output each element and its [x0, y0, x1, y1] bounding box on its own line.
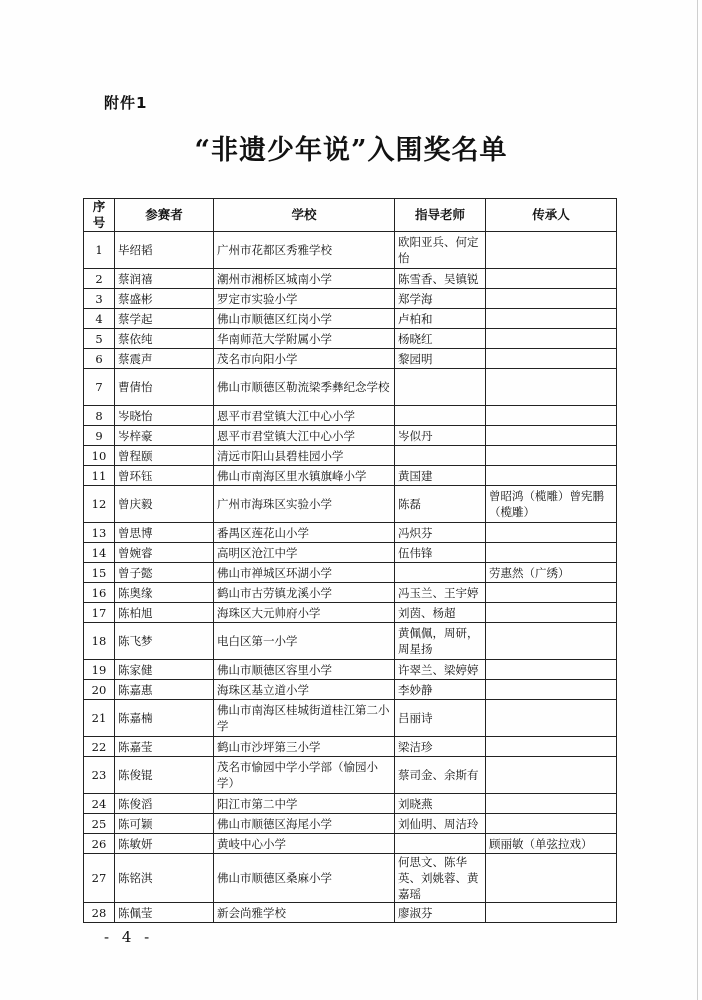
- table-row: [84, 446, 617, 466]
- table-body: [84, 232, 617, 923]
- cell-inheritor: [486, 543, 617, 563]
- cell-school: 佛山市顺德区勒流梁季彝纪念学校: [214, 369, 395, 406]
- cell-inheritor: [486, 814, 617, 834]
- cell-school: 佛山市顺德区桑麻小学: [214, 854, 395, 903]
- header-school: 学校: [214, 199, 395, 232]
- cell-participant: 蔡润禧: [115, 269, 214, 289]
- cell-participant: 陈奥缘: [115, 583, 214, 603]
- cell-participant: 曾子懿: [115, 563, 214, 583]
- cell-school: 恩平市君堂镇大江中心小学: [214, 406, 395, 426]
- cell-teacher: [395, 446, 486, 466]
- cell-teacher: 陈磊: [395, 486, 486, 523]
- table-row: [84, 583, 617, 603]
- cell-inheritor: [486, 269, 617, 289]
- table-row: [84, 309, 617, 329]
- cell-teacher: 何思文、陈华英、刘姚蓉、黄嘉瑶: [395, 854, 486, 903]
- attachment-label: 附件1: [104, 94, 148, 112]
- cell-teacher: 刘茵、杨超: [395, 603, 486, 623]
- cell-no: 13: [84, 523, 115, 543]
- cell-participant: 陈嘉莹: [115, 737, 214, 757]
- cell-teacher: 黄国建: [395, 466, 486, 486]
- cell-inheritor: 曾昭鸿（榄雕）曾宪鹏（榄雕）: [486, 486, 617, 523]
- cell-teacher: 黎园明: [395, 349, 486, 369]
- cell-no: 6: [84, 349, 115, 369]
- table-row: [84, 814, 617, 834]
- cell-teacher: 杨晓红: [395, 329, 486, 349]
- table-row: [84, 406, 617, 426]
- table-row: [84, 680, 617, 700]
- cell-no: 12: [84, 486, 115, 523]
- table-row: [84, 523, 617, 543]
- table-row: [84, 623, 617, 660]
- cell-participant: 陈柏旭: [115, 603, 214, 623]
- cell-teacher: 刘仙明、周洁玲: [395, 814, 486, 834]
- table-row: [84, 794, 617, 814]
- cell-inheritor: [486, 289, 617, 309]
- cell-teacher: 卢柏和: [395, 309, 486, 329]
- table-row: [84, 466, 617, 486]
- cell-participant: 陈佩莹: [115, 903, 214, 923]
- cell-participant: 陈飞梦: [115, 623, 214, 660]
- cell-school: 黄岐中心小学: [214, 834, 395, 854]
- cell-participant: 蔡盛彬: [115, 289, 214, 309]
- cell-teacher: 蔡司金、余斯有: [395, 757, 486, 794]
- cell-no: 28: [84, 903, 115, 923]
- cell-school: 广州市海珠区实验小学: [214, 486, 395, 523]
- cell-no: 15: [84, 563, 115, 583]
- cell-teacher: 刘晓燕: [395, 794, 486, 814]
- cell-no: 9: [84, 426, 115, 446]
- cell-school: 罗定市实验小学: [214, 289, 395, 309]
- cell-teacher: 郑学海: [395, 289, 486, 309]
- cell-participant: 岑梓豪: [115, 426, 214, 446]
- cell-teacher: 梁洁珍: [395, 737, 486, 757]
- cell-no: 10: [84, 446, 115, 466]
- cell-school: 广州市花都区秀雅学校: [214, 232, 395, 269]
- cell-inheritor: [486, 660, 617, 680]
- cell-school: 潮州市湘桥区城南小学: [214, 269, 395, 289]
- cell-no: 17: [84, 603, 115, 623]
- table-row: [84, 349, 617, 369]
- cell-no: 14: [84, 543, 115, 563]
- cell-no: 11: [84, 466, 115, 486]
- table-header-row: [84, 199, 617, 232]
- cell-teacher: 黄佩佩，周研，周星扬: [395, 623, 486, 660]
- cell-participant: 陈俊锟: [115, 757, 214, 794]
- table-row: [84, 834, 617, 854]
- cell-participant: 岑晓怡: [115, 406, 214, 426]
- table-row: [84, 603, 617, 623]
- table-row: [84, 700, 617, 737]
- cell-no: 8: [84, 406, 115, 426]
- cell-inheritor: [486, 854, 617, 903]
- cell-no: 19: [84, 660, 115, 680]
- cell-school: 清远市阳山县碧桂园小学: [214, 446, 395, 466]
- cell-inheritor: [486, 369, 617, 406]
- cell-teacher: 吕丽诗: [395, 700, 486, 737]
- table-row: [84, 543, 617, 563]
- cell-no: 24: [84, 794, 115, 814]
- document-title: “非遗少年说”入围奖名单: [194, 135, 508, 166]
- cell-participant: 陈俊滔: [115, 794, 214, 814]
- cell-school: 高明区沧江中学: [214, 543, 395, 563]
- cell-teacher: 陈雪香、吴镇锐: [395, 269, 486, 289]
- table-row: [84, 737, 617, 757]
- table-row: [84, 563, 617, 583]
- cell-teacher: 冯炽芬: [395, 523, 486, 543]
- cell-teacher: 岑似丹: [395, 426, 486, 446]
- cell-no: 16: [84, 583, 115, 603]
- cell-school: 佛山市顺德区容里小学: [214, 660, 395, 680]
- cell-school: 阳江市第二中学: [214, 794, 395, 814]
- cell-inheritor: [486, 349, 617, 369]
- cell-school: 海珠区基立道小学: [214, 680, 395, 700]
- cell-participant: 陈家健: [115, 660, 214, 680]
- cell-participant: 陈嘉楠: [115, 700, 214, 737]
- cell-school: 佛山市南海区桂城街道桂江第二小学: [214, 700, 395, 737]
- cell-school: 华南师范大学附属小学: [214, 329, 395, 349]
- header-no: 序号: [84, 199, 115, 232]
- cell-inheritor: [486, 426, 617, 446]
- cell-teacher: 廖淑芬: [395, 903, 486, 923]
- cell-no: 26: [84, 834, 115, 854]
- cell-teacher: [395, 563, 486, 583]
- header-teacher: 指导老师: [395, 199, 486, 232]
- cell-teacher: 冯玉兰、王宇婷: [395, 583, 486, 603]
- cell-school: 佛山市禅城区环湖小学: [214, 563, 395, 583]
- cell-no: 27: [84, 854, 115, 903]
- cell-school: 海珠区大元帅府小学: [214, 603, 395, 623]
- cell-inheritor: 劳惠然（广绣）: [486, 563, 617, 583]
- cell-inheritor: [486, 623, 617, 660]
- cell-teacher: [395, 369, 486, 406]
- award-list-table: [83, 198, 617, 923]
- table-row: [84, 854, 617, 903]
- table-row: [84, 426, 617, 446]
- cell-participant: 曹倩怡: [115, 369, 214, 406]
- cell-inheritor: [486, 603, 617, 623]
- header-participant: 参赛者: [115, 199, 214, 232]
- cell-school: 茂名市愉园中学小学部（愉园小学）: [214, 757, 395, 794]
- table-row: [84, 232, 617, 269]
- cell-teacher: [395, 834, 486, 854]
- cell-no: 22: [84, 737, 115, 757]
- cell-school: 新会尚雅学校: [214, 903, 395, 923]
- cell-inheritor: 顾丽敏（单弦拉戏）: [486, 834, 617, 854]
- table-row: [84, 369, 617, 406]
- cell-participant: 陈敏妍: [115, 834, 214, 854]
- cell-school: 恩平市君堂镇大江中心小学: [214, 426, 395, 446]
- cell-no: 5: [84, 329, 115, 349]
- cell-participant: 曾思博: [115, 523, 214, 543]
- cell-inheritor: [486, 794, 617, 814]
- cell-inheritor: [486, 406, 617, 426]
- cell-inheritor: [486, 232, 617, 269]
- table-row: [84, 289, 617, 309]
- cell-teacher: 伍伟锋: [395, 543, 486, 563]
- cell-no: 3: [84, 289, 115, 309]
- cell-inheritor: [486, 903, 617, 923]
- cell-no: 2: [84, 269, 115, 289]
- table-row: [84, 660, 617, 680]
- cell-teacher: 欧阳亚兵、何定怡: [395, 232, 486, 269]
- cell-school: 茂名市向阳小学: [214, 349, 395, 369]
- cell-inheritor: [486, 446, 617, 466]
- cell-no: 4: [84, 309, 115, 329]
- cell-participant: 曾庆毅: [115, 486, 214, 523]
- cell-school: 佛山市南海区里水镇旗峰小学: [214, 466, 395, 486]
- cell-inheritor: [486, 466, 617, 486]
- cell-school: 鹤山市沙坪第三小学: [214, 737, 395, 757]
- table-row: [84, 486, 617, 523]
- cell-school: 佛山市顺德区红岗小学: [214, 309, 395, 329]
- cell-inheritor: [486, 737, 617, 757]
- cell-inheritor: [486, 583, 617, 603]
- header-inheritor: 传承人: [486, 199, 617, 232]
- cell-inheritor: [486, 309, 617, 329]
- cell-no: 21: [84, 700, 115, 737]
- cell-inheritor: [486, 680, 617, 700]
- cell-inheritor: [486, 329, 617, 349]
- cell-inheritor: [486, 757, 617, 794]
- cell-teacher: [395, 406, 486, 426]
- cell-no: 25: [84, 814, 115, 834]
- cell-teacher: 许翠兰、梁婷婷: [395, 660, 486, 680]
- page-number: - 4 -: [104, 928, 154, 946]
- cell-participant: 曾环钰: [115, 466, 214, 486]
- cell-inheritor: [486, 700, 617, 737]
- cell-participant: 陈嘉惠: [115, 680, 214, 700]
- cell-no: 23: [84, 757, 115, 794]
- cell-participant: 陈可颖: [115, 814, 214, 834]
- table-row: [84, 757, 617, 794]
- cell-participant: 蔡依纯: [115, 329, 214, 349]
- table-row: [84, 903, 617, 923]
- cell-school: 鹤山市古劳镇龙溪小学: [214, 583, 395, 603]
- cell-school: 佛山市顺德区海尾小学: [214, 814, 395, 834]
- cell-teacher: 李妙静: [395, 680, 486, 700]
- cell-school: 番禺区莲花山小学: [214, 523, 395, 543]
- table-row: [84, 329, 617, 349]
- cell-no: 7: [84, 369, 115, 406]
- cell-no: 1: [84, 232, 115, 269]
- cell-participant: 曾婉睿: [115, 543, 214, 563]
- table-row: [84, 269, 617, 289]
- cell-participant: 陈铭淇: [115, 854, 214, 903]
- cell-participant: 毕绍韬: [115, 232, 214, 269]
- cell-no: 20: [84, 680, 115, 700]
- cell-school: 电白区第一小学: [214, 623, 395, 660]
- cell-inheritor: [486, 523, 617, 543]
- cell-participant: 曾程颐: [115, 446, 214, 466]
- cell-participant: 蔡学起: [115, 309, 214, 329]
- cell-no: 18: [84, 623, 115, 660]
- cell-participant: 蔡震声: [115, 349, 214, 369]
